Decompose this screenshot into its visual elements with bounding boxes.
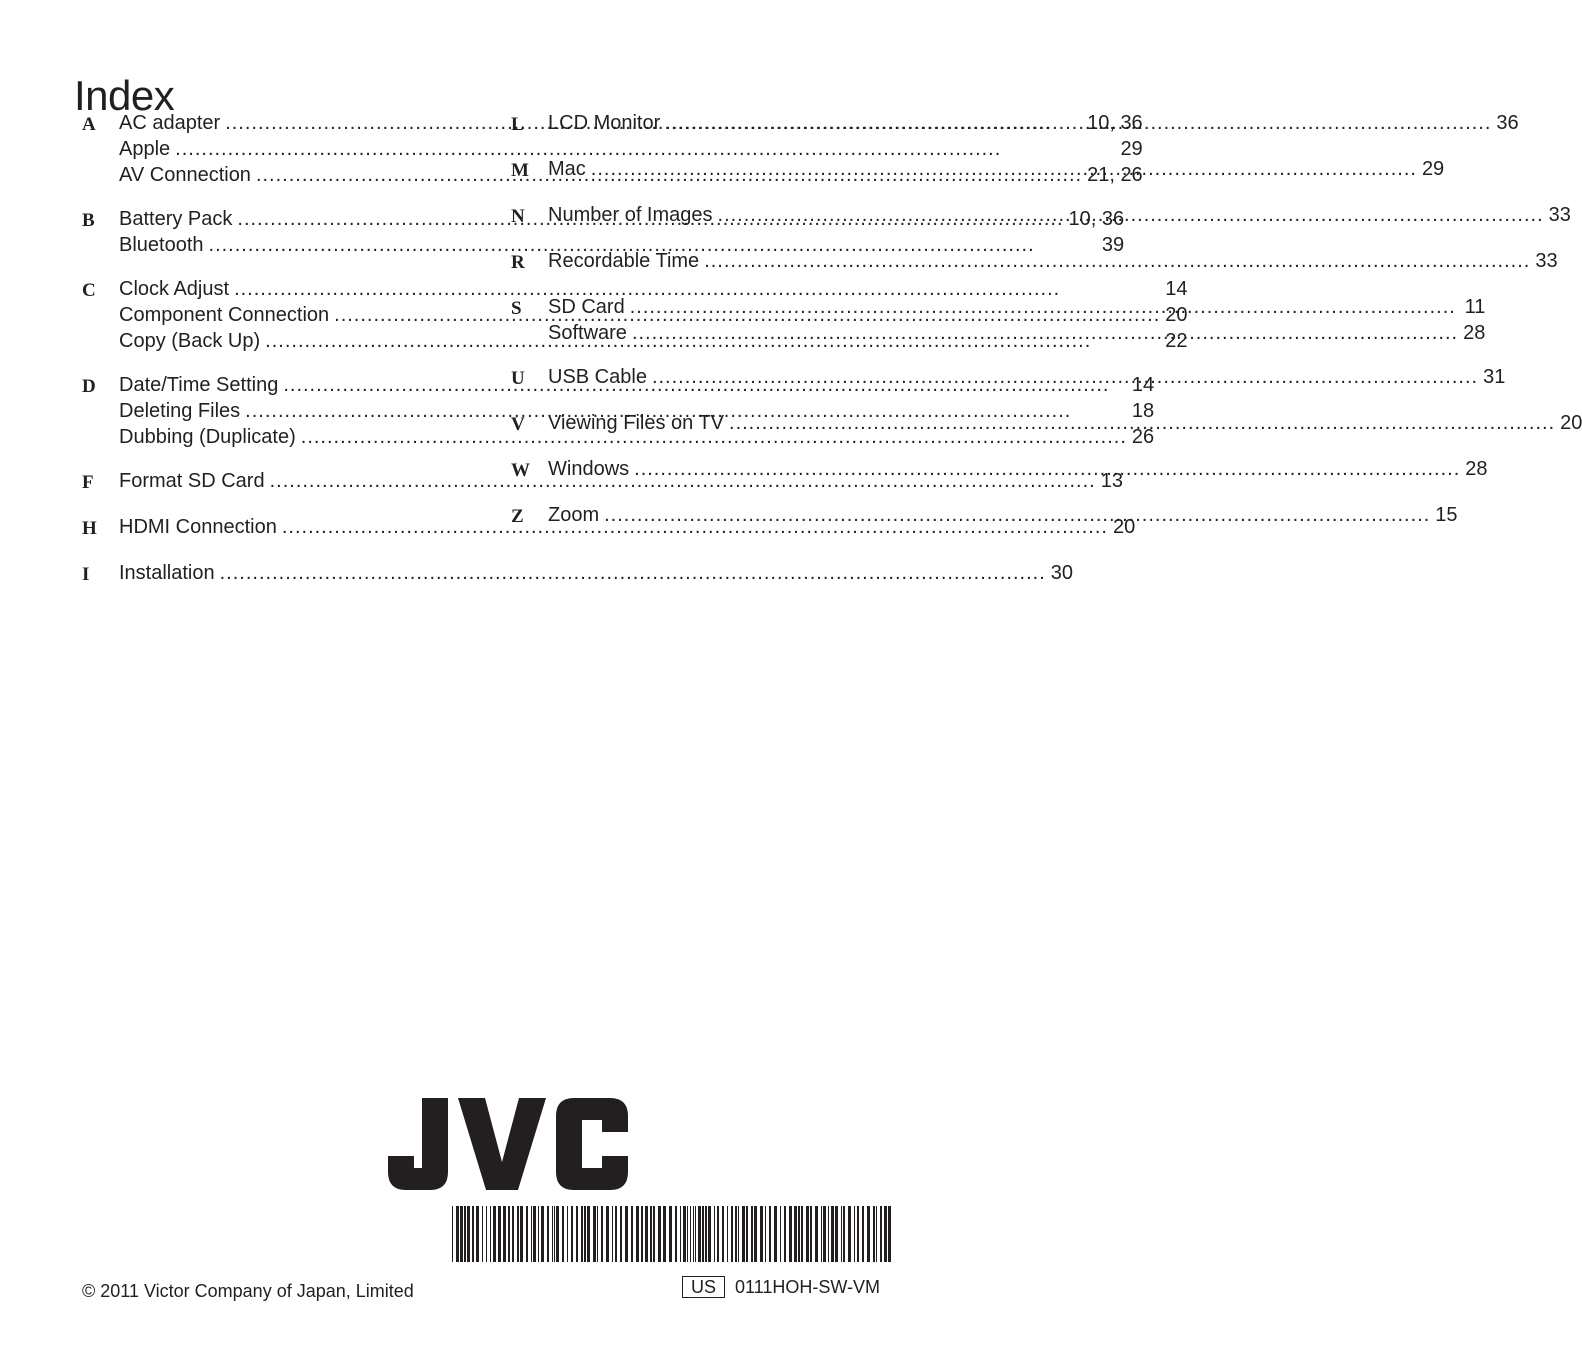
index-page-number: 20 bbox=[1165, 304, 1188, 326]
barcode-bar bbox=[815, 1206, 818, 1262]
index-entry bbox=[548, 294, 1485, 320]
index-letter: F bbox=[82, 472, 94, 493]
barcode-bar bbox=[821, 1206, 822, 1262]
dot-leader bbox=[634, 456, 1460, 482]
dot-leader bbox=[604, 502, 1430, 528]
index-term: Format SD Card bbox=[119, 470, 265, 492]
barcode-bar bbox=[576, 1206, 578, 1262]
barcode-bar bbox=[854, 1206, 855, 1262]
index-term: Recordable Time bbox=[548, 250, 700, 272]
index-letter: U bbox=[511, 368, 525, 389]
barcode-bar bbox=[848, 1206, 851, 1262]
barcode-bar bbox=[520, 1206, 523, 1262]
dot-leader bbox=[704, 248, 1530, 274]
barcode-bar bbox=[760, 1206, 763, 1262]
index-letter: M bbox=[511, 160, 529, 181]
barcode-bar bbox=[452, 1206, 453, 1262]
barcode-bar bbox=[464, 1206, 466, 1262]
barcode-bar bbox=[498, 1206, 501, 1262]
index-page-number: 29 bbox=[1120, 138, 1143, 160]
barcode-bar bbox=[780, 1206, 781, 1262]
index-page-number: 31 bbox=[1483, 366, 1506, 388]
dot-leader bbox=[665, 110, 1491, 136]
barcode-bar bbox=[526, 1206, 528, 1262]
barcode-bar bbox=[631, 1206, 633, 1262]
index-letter: L bbox=[511, 114, 524, 135]
index-entry bbox=[119, 560, 1073, 586]
barcode-bar bbox=[486, 1206, 487, 1262]
barcode-bar bbox=[738, 1206, 739, 1262]
index-page-number: 14 bbox=[1131, 374, 1155, 396]
barcode-bar bbox=[552, 1206, 553, 1262]
index-letter: D bbox=[82, 376, 96, 397]
barcode-bar bbox=[650, 1206, 652, 1262]
barcode-bar bbox=[597, 1206, 598, 1262]
barcode-bar bbox=[884, 1206, 887, 1262]
index-page-number: 13 bbox=[1100, 470, 1123, 492]
barcode-bar bbox=[765, 1206, 766, 1262]
index-letter: C bbox=[82, 280, 96, 301]
index-letter: W bbox=[511, 460, 530, 481]
barcode-bar bbox=[835, 1206, 838, 1262]
barcode-bar bbox=[888, 1206, 891, 1262]
barcode-bar bbox=[584, 1206, 586, 1262]
product-code bbox=[682, 1276, 880, 1298]
barcode-bar bbox=[717, 1206, 719, 1262]
dot-leader bbox=[729, 410, 1555, 436]
jvc-logo-icon bbox=[388, 1098, 628, 1192]
barcode-bar bbox=[731, 1206, 733, 1262]
index-term: AC adapter bbox=[119, 112, 221, 134]
barcode-bar bbox=[538, 1206, 539, 1262]
barcode-bar bbox=[669, 1206, 672, 1262]
barcode-bar bbox=[806, 1206, 809, 1262]
barcode-bar bbox=[751, 1206, 753, 1262]
index-term: Dubbing (Duplicate) bbox=[119, 426, 296, 448]
dot-leader bbox=[632, 320, 1458, 346]
barcode-bar bbox=[581, 1206, 583, 1262]
barcode-bar bbox=[708, 1206, 711, 1262]
barcode-bar bbox=[571, 1206, 573, 1262]
barcode-bar bbox=[467, 1206, 470, 1262]
dot-leader bbox=[718, 202, 1544, 228]
barcode-bar bbox=[615, 1206, 617, 1262]
index-term: Mac bbox=[548, 158, 586, 180]
barcode-bar bbox=[606, 1206, 609, 1262]
index-term: AV Connection bbox=[119, 164, 251, 186]
index-page-number: 10, 36 bbox=[1087, 112, 1143, 134]
barcode-bar bbox=[476, 1206, 479, 1262]
barcode-bar bbox=[556, 1206, 559, 1262]
barcode-bar bbox=[541, 1206, 544, 1262]
index-term: Date/Time Setting bbox=[119, 374, 279, 396]
index-page-number: 36 bbox=[1496, 112, 1519, 134]
index-term: Battery Pack bbox=[119, 208, 233, 230]
barcode-bar bbox=[876, 1206, 877, 1262]
index-letter: V bbox=[511, 414, 525, 435]
index-page-number: 33 bbox=[1535, 250, 1558, 272]
copyright-text: © 2011 Victor Company of Japan, Limited bbox=[82, 1281, 414, 1301]
index-page-number: 30 bbox=[1050, 562, 1074, 584]
barcode-bar bbox=[482, 1206, 483, 1262]
barcode-bar bbox=[625, 1206, 628, 1262]
barcode-bar bbox=[843, 1206, 845, 1262]
barcode-bar bbox=[774, 1206, 777, 1262]
barcode-bar bbox=[517, 1206, 519, 1262]
barcode-bar bbox=[687, 1206, 688, 1262]
barcode-bar bbox=[828, 1206, 829, 1262]
barcode-bar bbox=[547, 1206, 549, 1262]
barcode-bar bbox=[714, 1206, 715, 1262]
index-letter: A bbox=[82, 114, 96, 135]
index-term: Deleting Files bbox=[119, 400, 241, 422]
index-term: Component Connection bbox=[119, 304, 330, 326]
barcode-bar bbox=[593, 1206, 596, 1262]
index-page-number: 28 bbox=[1465, 458, 1488, 480]
index-letter: H bbox=[82, 518, 97, 539]
barcode-bar bbox=[841, 1206, 842, 1262]
barcode-bar bbox=[675, 1206, 677, 1262]
barcode-bar bbox=[663, 1206, 666, 1262]
index-term: Clock Adjust bbox=[119, 278, 230, 300]
barcode-bar bbox=[533, 1206, 536, 1262]
barcode-bar bbox=[620, 1206, 622, 1262]
index-page-number: 33 bbox=[1548, 204, 1571, 226]
index-page-number: 20 bbox=[1560, 412, 1582, 434]
barcode-bar bbox=[490, 1206, 491, 1262]
index-page-number: 26 bbox=[1131, 426, 1155, 448]
index-term: Zoom bbox=[548, 504, 600, 526]
document-code: 0111HOH-SW-VM bbox=[735, 1276, 881, 1297]
barcode-bar bbox=[798, 1206, 800, 1262]
barcode-bar bbox=[531, 1206, 532, 1262]
barcode-bar bbox=[554, 1206, 555, 1262]
index-letter: R bbox=[511, 252, 525, 273]
dot-leader bbox=[630, 294, 1460, 320]
barcode-icon bbox=[452, 1206, 894, 1262]
barcode-bar bbox=[801, 1206, 803, 1262]
dot-leader bbox=[652, 364, 1478, 390]
index-page-number: 21, 26 bbox=[1087, 164, 1143, 186]
barcode-bar bbox=[690, 1206, 691, 1262]
barcode-bar bbox=[873, 1206, 875, 1262]
index-term: SD Card bbox=[548, 296, 625, 318]
dot-leader bbox=[591, 156, 1417, 182]
barcode-bar bbox=[727, 1206, 728, 1262]
barcode-bar bbox=[789, 1206, 792, 1262]
region-badge: US bbox=[682, 1276, 725, 1298]
index-letter: S bbox=[511, 298, 522, 319]
index-term: HDMI Connection bbox=[119, 516, 277, 538]
index-entry bbox=[548, 110, 1519, 136]
index-entry bbox=[548, 202, 1571, 228]
barcode-bar bbox=[754, 1206, 757, 1262]
index-entry bbox=[548, 248, 1558, 274]
barcode-bar bbox=[857, 1206, 859, 1262]
index-page-number: 11 bbox=[1464, 296, 1486, 318]
index-term: Copy (Back Up) bbox=[119, 330, 261, 352]
barcode-bar bbox=[695, 1206, 696, 1262]
barcode-bar bbox=[683, 1206, 686, 1262]
index-letter: I bbox=[82, 564, 90, 585]
barcode-bar bbox=[746, 1206, 748, 1262]
barcode-bar bbox=[735, 1206, 737, 1262]
barcode-bar bbox=[587, 1206, 590, 1262]
barcode-bar bbox=[503, 1206, 506, 1262]
index-entry bbox=[548, 456, 1488, 482]
index-page-number: 39 bbox=[1101, 234, 1125, 256]
barcode-bar bbox=[567, 1206, 568, 1262]
index-entry bbox=[548, 156, 1444, 182]
index-term: Bluetooth bbox=[119, 234, 204, 256]
barcode-bar bbox=[460, 1206, 463, 1262]
index-term: Apple bbox=[119, 138, 171, 160]
barcode-bar bbox=[823, 1206, 826, 1262]
index-entry bbox=[548, 502, 1458, 528]
barcode-bar bbox=[784, 1206, 786, 1262]
barcode-bar bbox=[562, 1206, 564, 1262]
index-page-number: 29 bbox=[1421, 158, 1445, 180]
index-term: Installation bbox=[119, 562, 215, 584]
barcode-bar bbox=[456, 1206, 459, 1262]
barcode-bar bbox=[636, 1206, 639, 1262]
index-page-number: 28 bbox=[1463, 322, 1486, 344]
barcode-bar bbox=[693, 1206, 694, 1262]
index-group-r bbox=[511, 248, 1558, 276]
barcode-bar bbox=[702, 1206, 704, 1262]
index-entry bbox=[548, 410, 1582, 436]
barcode-bar bbox=[493, 1206, 496, 1262]
barcode-bar bbox=[705, 1206, 707, 1262]
barcode-bar bbox=[794, 1206, 797, 1262]
dot-leader bbox=[220, 560, 1046, 586]
index-page-number: 15 bbox=[1435, 504, 1458, 526]
index-letter: B bbox=[82, 210, 95, 231]
index-term: USB Cable bbox=[548, 366, 647, 388]
barcode-bar bbox=[512, 1206, 514, 1262]
index-page-number: 10, 36 bbox=[1068, 208, 1125, 230]
index-entry bbox=[548, 364, 1505, 390]
index-term: Windows bbox=[548, 458, 630, 480]
index-term: Viewing Files on TV bbox=[548, 412, 725, 434]
index-letter: N bbox=[511, 206, 525, 227]
index-term: Number of Images bbox=[548, 204, 713, 226]
barcode-bar bbox=[653, 1206, 655, 1262]
barcode-bar bbox=[810, 1206, 812, 1262]
index-letter: Z bbox=[511, 506, 524, 527]
barcode-bar bbox=[880, 1206, 882, 1262]
barcode-bar bbox=[680, 1206, 681, 1262]
barcode-bar bbox=[769, 1206, 771, 1262]
page-title: Index bbox=[74, 72, 175, 120]
index-entry bbox=[548, 320, 1485, 346]
index-page-number: 20 bbox=[1112, 516, 1136, 538]
index-page-number: 18 bbox=[1131, 400, 1155, 422]
barcode-bar bbox=[612, 1206, 613, 1262]
index-term: Software bbox=[548, 322, 627, 344]
index-term: LCD Monitor bbox=[548, 112, 661, 134]
index-group-i bbox=[82, 560, 1074, 588]
barcode-bar bbox=[742, 1206, 745, 1262]
index-page-number: 22 bbox=[1165, 330, 1188, 352]
barcode-bar bbox=[831, 1206, 834, 1262]
barcode-bar bbox=[472, 1206, 474, 1262]
barcode-bar bbox=[641, 1206, 643, 1262]
barcode-bar bbox=[645, 1206, 648, 1262]
index-page-number: 14 bbox=[1165, 278, 1188, 300]
barcode-bar bbox=[698, 1206, 701, 1262]
barcode-bar bbox=[508, 1206, 510, 1262]
barcode-bar bbox=[601, 1206, 603, 1262]
barcode-bar bbox=[862, 1206, 864, 1262]
barcode-bar bbox=[722, 1206, 724, 1262]
barcode-bar bbox=[867, 1206, 870, 1262]
barcode-bar bbox=[658, 1206, 661, 1262]
